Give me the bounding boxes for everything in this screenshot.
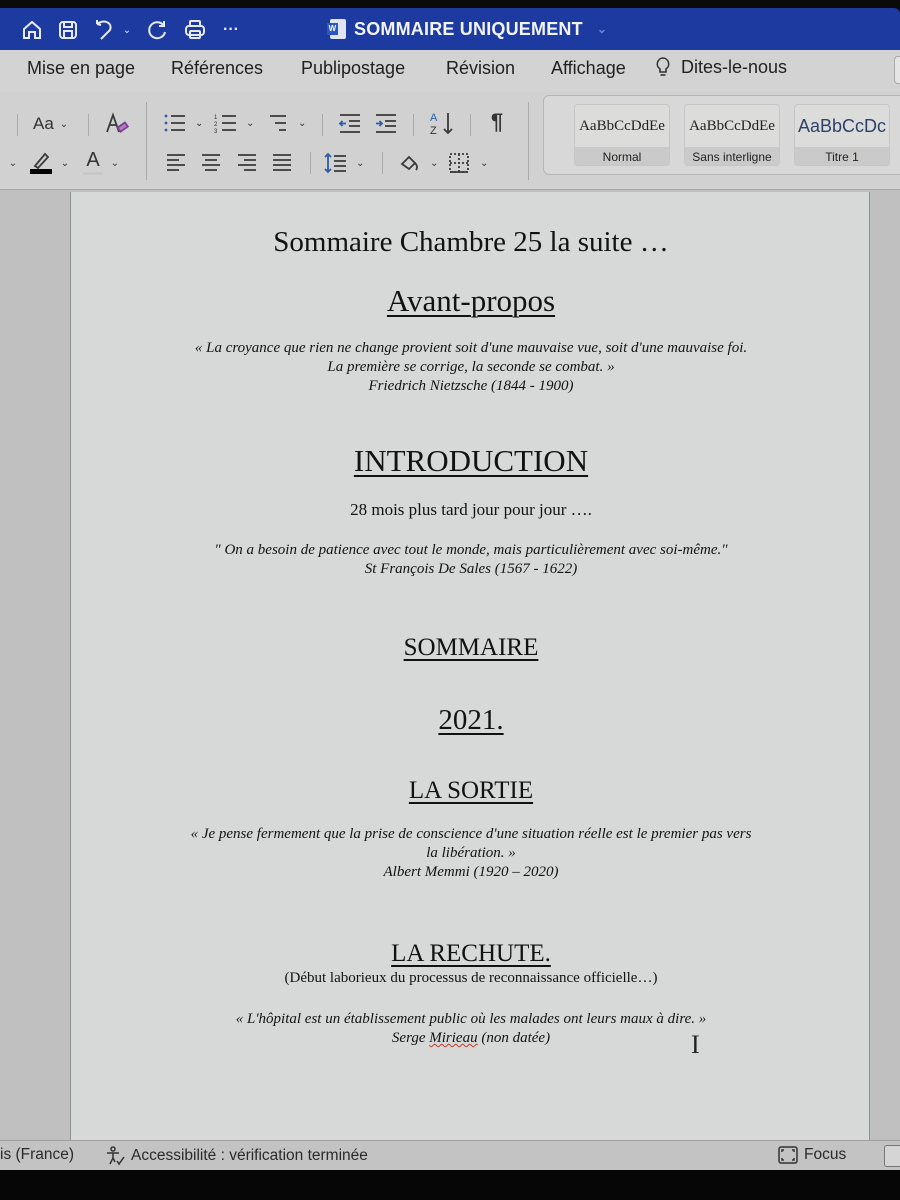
- chevron-down-icon: ⌄: [298, 117, 307, 129]
- style-sample: AaBbCcDdEe: [689, 117, 775, 134]
- divider: [382, 152, 383, 174]
- status-bar: [0, 1140, 900, 1170]
- word-document-icon: [330, 19, 346, 39]
- change-case-button[interactable]: [33, 112, 68, 136]
- highlight-swatch: [30, 169, 52, 174]
- heading-avant-propos: Avant-propos: [386, 283, 556, 318]
- sort-icon[interactable]: [428, 108, 456, 138]
- multilevel-list-button[interactable]: [266, 110, 306, 136]
- lightbulb-icon: [655, 56, 671, 78]
- style-name: Titre 1: [795, 147, 889, 166]
- ribbon-tabs: [0, 50, 900, 92]
- chevron-down-icon[interactable]: ⌄: [110, 157, 120, 169]
- save-icon[interactable]: [56, 18, 80, 42]
- styles-gallery: [543, 95, 900, 175]
- style-sans-interligne[interactable]: [684, 104, 780, 166]
- screen-bezel: [0, 1170, 900, 1200]
- more-icon[interactable]: ···: [223, 21, 239, 38]
- document-title: Sommaire Chambre 25 la suite …: [273, 226, 669, 258]
- divider: [322, 114, 323, 136]
- svg-text:3: 3: [214, 129, 218, 134]
- quote-nietzsche-line2: La première se corrige, la seconde se combat. »: [327, 359, 615, 375]
- quote-nietzsche-line1: « La croyance que rien ne change provient soit d'une mauvaise vue, soit d'une mauvaise foi.: [194, 340, 748, 356]
- change-case-label: Aa: [33, 114, 54, 133]
- quote-de-sales: " On a besoin de patience avec tout le monde, mais particulièrement avec soi-même.": [214, 542, 728, 558]
- highlight-color-icon[interactable]: [28, 148, 54, 176]
- focus-icon: [778, 1146, 798, 1164]
- font-color-swatch: [83, 172, 103, 175]
- heading-year: 2021.: [438, 704, 504, 736]
- tell-me-label: Dites-le-nous: [681, 56, 788, 77]
- divider: [88, 114, 89, 136]
- ribbon-toolbar: [0, 92, 900, 190]
- align-center-icon[interactable]: [199, 150, 223, 174]
- svg-text:A: A: [430, 112, 438, 124]
- clear-formatting-icon[interactable]: [102, 110, 130, 138]
- tab-references[interactable]: Références: [171, 58, 264, 78]
- divider: [413, 114, 414, 136]
- bullets-button[interactable]: [163, 110, 203, 136]
- svg-text:1: 1: [214, 115, 218, 121]
- undo-icon[interactable]: [92, 18, 116, 42]
- svg-text:2: 2: [214, 122, 218, 128]
- tab-revision[interactable]: Révision: [446, 58, 516, 78]
- document-title[interactable]: [330, 16, 607, 42]
- heading-sommaire: SOMMAIRE: [403, 634, 539, 661]
- tab-mise-en-page[interactable]: Mise en page: [27, 58, 136, 78]
- shading-button[interactable]: [398, 150, 438, 176]
- document-title-text: SOMMAIRE UNIQUEMENT: [354, 18, 583, 39]
- justify-icon[interactable]: [270, 150, 294, 174]
- share-button-edge[interactable]: [894, 56, 900, 84]
- chevron-down-icon: ⌄: [195, 117, 204, 129]
- divider: [310, 152, 311, 174]
- undo-dropdown-chevron-icon[interactable]: ⌄: [122, 24, 132, 36]
- focus-label: Focus: [804, 1146, 847, 1163]
- chevron-down-icon: ⌄: [596, 22, 608, 36]
- document-canvas: [0, 190, 900, 1140]
- tab-affichage[interactable]: Affichage: [551, 58, 626, 78]
- title-bar: [0, 8, 900, 50]
- introduction-subtitle: 28 mois plus tard jour pour jour ….: [350, 500, 592, 519]
- focus-button[interactable]: [778, 1146, 846, 1164]
- font-color-label: A: [86, 149, 100, 171]
- spelling-error[interactable]: Mirieau: [429, 1030, 478, 1046]
- quote-author-de-sales: St François De Sales (1567 - 1622): [364, 561, 578, 577]
- language-status[interactable]: is (France): [0, 1146, 75, 1163]
- quote-memmi-line1: « Je pense fermement que la prise de conscience d'une situation réelle est le premier pas vers: [190, 826, 752, 842]
- style-name: Normal: [575, 147, 669, 166]
- chevron-down-icon[interactable]: ⌄: [60, 157, 70, 169]
- quote-mirieau: « L'hôpital est un établissement public où les malades ont leurs maux à dire. »: [235, 1011, 707, 1027]
- borders-button[interactable]: [448, 150, 488, 176]
- style-titre-1[interactable]: [794, 104, 890, 166]
- la-rechute-subtitle: (Début laborieux du processus de reconnaissance officielle…): [284, 970, 658, 986]
- tell-me-search[interactable]: [655, 56, 787, 78]
- accessibility-status[interactable]: [105, 1146, 368, 1166]
- chevron-down-icon: ⌄: [59, 118, 69, 130]
- style-sample: AaBbCcDdEe: [579, 117, 665, 134]
- redo-icon[interactable]: [144, 18, 170, 42]
- font-color-button[interactable]: [82, 148, 104, 176]
- pilcrow-icon[interactable]: ¶: [490, 109, 504, 134]
- chevron-down-icon: ⌄: [480, 157, 489, 169]
- text-cursor-ibeam-icon: I: [691, 1030, 700, 1059]
- accessibility-icon: [105, 1146, 125, 1166]
- line-spacing-button[interactable]: [324, 150, 364, 176]
- numbering-button[interactable]: [214, 110, 254, 136]
- quote-memmi-line2: la libération. »: [426, 845, 516, 861]
- heading-introduction: INTRODUCTION: [353, 443, 589, 478]
- chevron-down-icon: ⌄: [246, 117, 255, 129]
- style-name: Sans interligne: [685, 147, 779, 166]
- print-icon[interactable]: [182, 18, 208, 42]
- quote-author-memmi: Albert Memmi (1920 – 2020): [383, 864, 559, 880]
- style-normal[interactable]: [574, 104, 670, 166]
- heading-la-rechute: LA RECHUTE.: [391, 940, 551, 967]
- align-right-icon[interactable]: [235, 150, 259, 174]
- tab-publipostage[interactable]: Publipostage: [301, 58, 406, 78]
- print-layout-view-icon[interactable]: [884, 1145, 900, 1167]
- home-icon[interactable]: [20, 18, 44, 42]
- divider: [470, 114, 471, 136]
- style-sample: AaBbCcDc: [797, 115, 887, 136]
- divider: [528, 102, 529, 180]
- quote-author-mirieau: Serge Mirieau (non datée): [391, 1030, 551, 1046]
- quote-author-nietzsche: Friedrich Nietzsche (1844 - 1900): [368, 378, 574, 394]
- increase-indent-icon[interactable]: [373, 110, 399, 136]
- divider: [17, 114, 18, 136]
- chevron-down-icon[interactable]: ⌄: [8, 157, 18, 169]
- accessibility-label: Accessibilité : vérification terminée: [131, 1147, 368, 1164]
- align-left-icon[interactable]: [164, 150, 188, 174]
- document-page[interactable]: [70, 192, 870, 1140]
- svg-text:Z: Z: [430, 125, 437, 137]
- decrease-indent-icon[interactable]: [337, 110, 363, 136]
- chevron-down-icon: ⌄: [430, 157, 439, 169]
- chevron-down-icon: ⌄: [356, 157, 365, 169]
- divider: [146, 102, 147, 180]
- heading-la-sortie: LA SORTIE: [408, 777, 534, 804]
